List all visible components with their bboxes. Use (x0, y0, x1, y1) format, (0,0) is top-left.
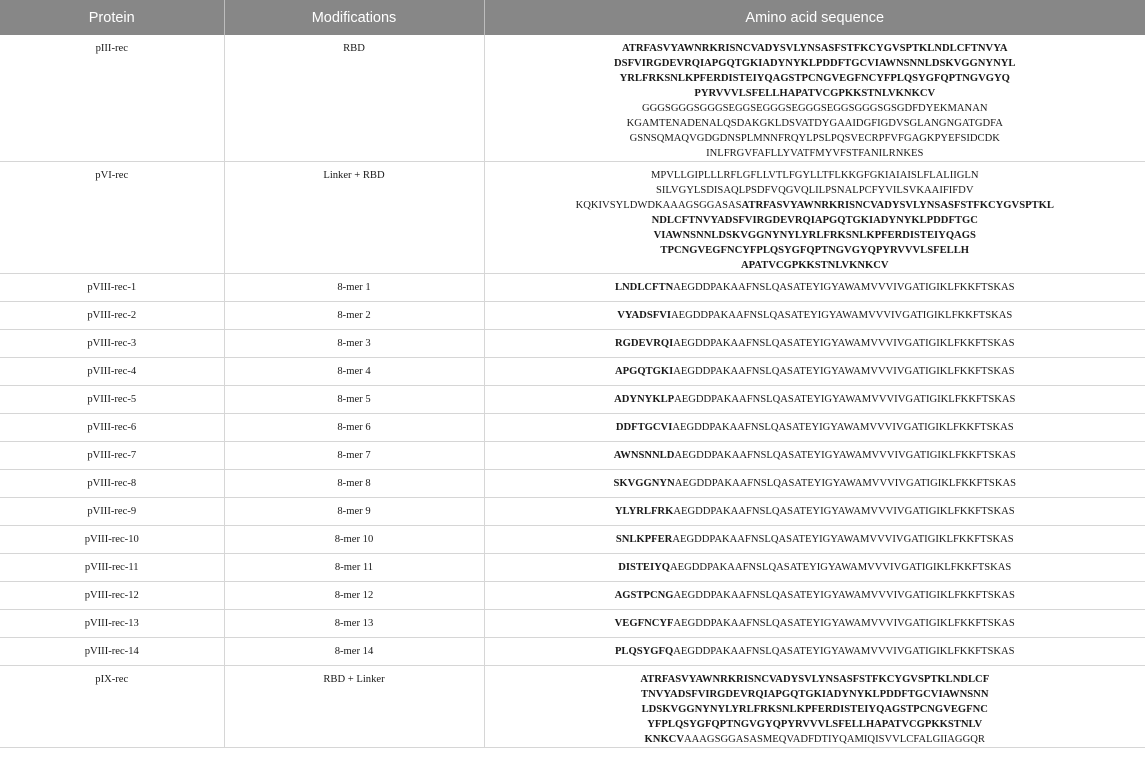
sequence-normal-segment: GGGSGGGSGGGSEGGSEGGGSEGGGSEGGSGGGSGSGDFDYEKMANAN (641, 103, 988, 114)
modification-cell: 8-mer 3 (224, 330, 484, 358)
table-row (0, 302, 1145, 330)
protein-cell: pVIII-rec-3 (0, 330, 224, 358)
sequence-normal-segment: AAAGSGGASASMEQVADFDTIYQAMIQISVVLCFALGIIAGGQR (683, 734, 985, 745)
sequence-normal-segment: AEGDDPAKAAFNSLQASATEYIGYAWAMVVVIVGATIGIKLFKKFTSKAS (673, 506, 1015, 517)
table-row (0, 35, 1145, 162)
sequence-bold-segment: APGQTGKI (614, 366, 674, 377)
sequence-line (489, 168, 1142, 183)
sequence-line (489, 280, 1142, 295)
sequence-cell (484, 638, 1145, 666)
table-row (0, 414, 1145, 442)
sequence-cell (484, 302, 1145, 330)
sequence-normal-segment: AEGDDPAKAAFNSLQASATEYIGYAWAMVVVIVGATIGIKLFKKFTSKAS (673, 366, 1015, 377)
sequence-normal-segment: AEGDDPAKAAFNSLQASATEYIGYAWAMVVVIVGATIGIKLFKKFTSKAS (673, 618, 1015, 629)
modification-cell: 8-mer 2 (224, 302, 484, 330)
sequence-bold-segment: SNLKPFER (615, 534, 673, 545)
header-row (0, 0, 1145, 35)
modification-cell: 8-mer 5 (224, 386, 484, 414)
sequence-normal-segment: AEGDDPAKAAFNSLQASATEYIGYAWAMVVVIVGATIGIKLFKKFTSKAS (673, 590, 1015, 601)
sequence-bold-segment: LDSKVGGNYNYLYRLFRKSNLKPFERDISTEIYQAGSTPCNGVEGFNC (641, 704, 988, 715)
sequence-normal-segment: INLFRGVFAFLLYVATFMYVFSTFANILRNKES (706, 148, 924, 159)
sequence-cell (484, 330, 1145, 358)
sequence-line (489, 198, 1142, 213)
sequence-cell (484, 358, 1145, 386)
modification-cell: 8-mer 7 (224, 442, 484, 470)
sequence-line (489, 560, 1142, 575)
sequence-bold-segment: PLQSYGFQ (614, 646, 674, 657)
sequence-line (489, 243, 1142, 258)
modification-cell: 8-mer 8 (224, 470, 484, 498)
sequence-cell (484, 554, 1145, 582)
sequence-bold-segment: ATRFASVYAWNRKRISNCVADYSVLYNSASFSTFKCYGVSPTKLNDLCF (640, 674, 990, 685)
sequence-cell (484, 274, 1145, 302)
table-row (0, 470, 1145, 498)
protein-cell: pVIII-rec-13 (0, 610, 224, 638)
sequence-line (489, 228, 1142, 243)
table-row (0, 386, 1145, 414)
protein-cell: pIII-rec (0, 35, 224, 162)
table-row (0, 666, 1145, 748)
protein-cell: pVIII-rec-5 (0, 386, 224, 414)
sequence-cell (484, 610, 1145, 638)
sequence-bold-segment: TNVYADSFVIRGDEVRQIAPGQTGKIADYNYKLPDDFTGCVIAWNSNN (641, 689, 989, 700)
sequence-line (489, 392, 1142, 407)
sequence-cell (484, 162, 1145, 274)
protein-cell: pVIII-rec-2 (0, 302, 224, 330)
protein-cell: pVIII-rec-14 (0, 638, 224, 666)
sequence-cell (484, 414, 1145, 442)
sequence-bold-segment: DDFTGCVI (615, 422, 673, 433)
modification-cell: 8-mer 14 (224, 638, 484, 666)
sequence-normal-segment: AEGDDPAKAAFNSLQASATEYIGYAWAMVVVIVGATIGIKLFKKFTSKAS (673, 646, 1015, 657)
table-row (0, 358, 1145, 386)
protein-cell: pVIII-rec-9 (0, 498, 224, 526)
sequence-line (489, 213, 1142, 228)
modification-cell: 8-mer 9 (224, 498, 484, 526)
modification-cell: 8-mer 13 (224, 610, 484, 638)
header-sequence: Amino acid sequence (484, 0, 1145, 35)
sequence-bold-segment: YLYRLFRK (614, 506, 674, 517)
sequence-bold-segment: DISTEIYQ (618, 562, 670, 573)
table-row (0, 162, 1145, 274)
sequence-bold-segment: ATRFASVYAWNRKRISNCVADYSVLYNSASFSTFKCYGVSPTKL (741, 200, 1054, 211)
sequence-normal-segment: AEGDDPAKAAFNSLQASATEYIGYAWAMVVVIVGATIGIKLFKKFTSKAS (672, 534, 1014, 545)
sequence-bold-segment: NDLCFTNVYADSFVIRGDEVRQIAPGQTGKIADYNYKLPDDFTGC (651, 215, 978, 226)
sequence-bold-segment: VIAWNSNNLDSKVGGNYNYLYRLFRKSNLKPFERDISTEIYQAGS (653, 230, 976, 241)
table-row (0, 498, 1145, 526)
protein-cell: pVIII-rec-11 (0, 554, 224, 582)
sequence-normal-segment: AEGDDPAKAAFNSLQASATEYIGYAWAMVVVIVGATIGIKLFKKFTSKAS (672, 422, 1014, 433)
table-body (0, 35, 1145, 748)
sequence-bold-segment: PYRVVVLSFELLHAPATVCGPKKSTNLVKNKCV (694, 88, 936, 99)
protein-cell: pVIII-rec-1 (0, 274, 224, 302)
sequence-bold-segment: APATVCGPKKSTNLVKNKCV (740, 260, 889, 271)
sequence-line (489, 672, 1142, 687)
sequence-bold-segment: DSFVIRGDEVRQIAPGQTGKIADYNYKLPDDFTGCVIAWNSNNLDSKVGGNYNYL (614, 58, 1016, 69)
sequence-normal-segment: AEGDDPAKAAFNSLQASATEYIGYAWAMVVVIVGATIGIKLFKKFTSKAS (674, 478, 1017, 489)
sequence-bold-segment: YFPLQSYGFQPTNGVGYQPYRVVVLSFELLHAPATVCGPKKSTNLV (647, 719, 983, 730)
sequence-cell (484, 470, 1145, 498)
sequence-cell (484, 526, 1145, 554)
sequence-cell (484, 498, 1145, 526)
sequence-line (489, 717, 1142, 732)
sequence-line (489, 732, 1142, 747)
sequence-normal-segment: AEGDDPAKAAFNSLQASATEYIGYAWAMVVVIVGATIGIKLFKKFTSKAS (674, 450, 1016, 461)
table-row (0, 442, 1145, 470)
sequence-normal-segment: SILVGYLSDISAQLPSDFVQGVQLILPSNALPCFYVILSVKAAIFIFDV (656, 185, 974, 196)
sequence-bold-segment: ATRFASVYAWNRKRISNCVADYSVLYNSASFSTFKCYGVSPTKLNDLCFTNVYA (621, 43, 1008, 54)
sequence-line (489, 420, 1142, 435)
sequence-line (489, 131, 1142, 146)
sequence-normal-segment: KQKIVSYLDWDKAAAGSGGASAS (575, 200, 742, 211)
sequence-normal-segment: GSNSQMAQVGDGDNSPLMNNFRQYLPSLPQSVECRPFVFGAGKPYEFSIDCDK (629, 133, 1000, 144)
sequence-line (489, 258, 1142, 273)
sequence-normal-segment: AEGDDPAKAAFNSLQASATEYIGYAWAMVVVIVGATIGIKLFKKFTSKAS (673, 282, 1015, 293)
sequence-normal-segment: AEGDDPAKAAFNSLQASATEYIGYAWAMVVVIVGATIGIKLFKKFTSKAS (673, 338, 1015, 349)
protein-cell: pVIII-rec-10 (0, 526, 224, 554)
sequence-line (489, 71, 1142, 86)
sequence-line (489, 56, 1142, 71)
sequence-cell (484, 35, 1145, 162)
sequence-bold-segment: RGDEVRQI (614, 338, 674, 349)
protein-cell: pVIII-rec-7 (0, 442, 224, 470)
sequence-bold-segment: AGSTPCNG (614, 590, 674, 601)
sequence-normal-segment: MPVLLGIPLLLRFLGFLLVTLFGYLLTFLKKGFGKIAIAISLFLALIIGLN (650, 170, 979, 181)
modification-cell: 8-mer 11 (224, 554, 484, 582)
sequence-normal-segment: AEGDDPAKAAFNSLQASATEYIGYAWAMVVVIVGATIGIKLFKKFTSKAS (674, 394, 1016, 405)
sequence-line (489, 644, 1142, 659)
modification-cell: 8-mer 4 (224, 358, 484, 386)
protein-cell: pVIII-rec-8 (0, 470, 224, 498)
sequence-bold-segment: VEGFNCYF (614, 618, 674, 629)
sequence-line (489, 702, 1142, 717)
protein-cell: pVIII-rec-4 (0, 358, 224, 386)
sequence-line (489, 146, 1142, 161)
table-row (0, 610, 1145, 638)
modification-cell: 8-mer 1 (224, 274, 484, 302)
sequence-bold-segment: TPCNGVEGFNCYFPLQSYGFQPTNGVGYQPYRVVVLSFELLH (660, 245, 970, 256)
sequence-bold-segment: YRLFRKSNLKPFERDISTEIYQAGSTPCNGVEGFNCYFPLQSYGFQPTNGVGYQ (619, 73, 1010, 84)
sequence-normal-segment: KGAMTENADENALQSDAKGKLDSVATDYGAAIDGFIGDVSGLANGNGATGDFA (626, 118, 1003, 129)
table-row (0, 638, 1145, 666)
sequence-line (489, 616, 1142, 631)
protein-cell: pVIII-rec-12 (0, 582, 224, 610)
sequence-line (489, 364, 1142, 379)
sequence-line (489, 116, 1142, 131)
sequence-line (489, 336, 1142, 351)
sequence-cell (484, 386, 1145, 414)
sequence-cell (484, 666, 1145, 748)
sequence-cell (484, 582, 1145, 610)
protein-cell: pVIII-rec-6 (0, 414, 224, 442)
sequence-line (489, 448, 1142, 463)
modification-cell: RBD (224, 35, 484, 162)
sequence-line (489, 183, 1142, 198)
modification-cell: 8-mer 12 (224, 582, 484, 610)
sequence-line (489, 687, 1142, 702)
sequence-line (489, 504, 1142, 519)
table-row (0, 526, 1145, 554)
table-row (0, 330, 1145, 358)
protein-cell: pIX-rec (0, 666, 224, 748)
sequence-cell (484, 442, 1145, 470)
sequence-bold-segment: VYADSFVI (617, 310, 671, 321)
table-row (0, 582, 1145, 610)
sequence-normal-segment: AEGDDPAKAAFNSLQASATEYIGYAWAMVVVIVGATIGIKLFKKFTSKAS (670, 562, 1012, 573)
sequence-bold-segment: AWNSNNLD (613, 450, 675, 461)
sequence-line (489, 41, 1142, 56)
modification-cell: Linker + RBD (224, 162, 484, 274)
sequence-line (489, 308, 1142, 323)
sequence-line (489, 86, 1142, 101)
sequence-bold-segment: KNKCV (644, 734, 684, 745)
sequence-line (489, 588, 1142, 603)
header-protein: Protein (0, 0, 224, 35)
modification-cell: RBD + Linker (224, 666, 484, 748)
sequence-normal-segment: AEGDDPAKAAFNSLQASATEYIGYAWAMVVVIVGATIGIKLFKKFTSKAS (670, 310, 1013, 321)
table-row (0, 274, 1145, 302)
sequence-bold-segment: SKVGGNYN (613, 478, 675, 489)
table-row (0, 554, 1145, 582)
header-modifications: Modifications (224, 0, 484, 35)
sequence-line (489, 476, 1142, 491)
modification-cell: 8-mer 6 (224, 414, 484, 442)
sequence-bold-segment: ADYNYKLP (614, 394, 675, 405)
sequence-line (489, 532, 1142, 547)
protein-cell: pVI-rec (0, 162, 224, 274)
modification-cell: 8-mer 10 (224, 526, 484, 554)
sequence-bold-segment: LNDLCFTN (614, 282, 674, 293)
sequence-line (489, 101, 1142, 116)
